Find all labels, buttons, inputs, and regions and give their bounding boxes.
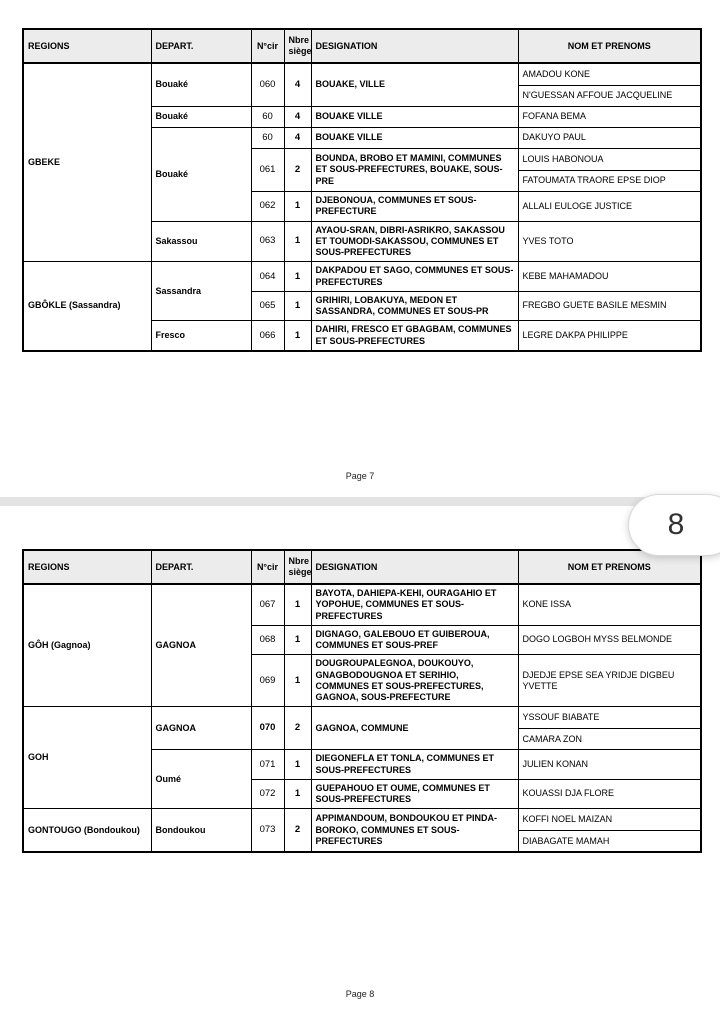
seats-count-cell: 1 <box>284 655 311 707</box>
table-row <box>23 809 701 853</box>
region-cell: GBEKE <box>23 63 151 262</box>
names-cell <box>518 750 701 780</box>
designation-cell: BAYOTA, DAHIEPA-KEHI, OURAGAHIO ET YOPOHUE, COMMUNES ET SOUS-PREFECTURES <box>311 584 518 625</box>
dept-cell: Fresco <box>151 321 251 351</box>
designation-cell: DOUGROUPALEGNOA, DOUKOUYO, GNAGBODOUGNOA ET SERIHIO, COMMUNES ET SOUS-PREFECTURES, GAGNOA, SOUS-PREFECTURE <box>311 655 518 707</box>
seats-count-cell: 1 <box>284 584 311 625</box>
names-cell <box>518 192 701 222</box>
seats-count-cell: 1 <box>284 291 311 321</box>
names-cell <box>518 128 701 149</box>
designation-cell: DIEGONEFLA ET TONLA, COMMUNES ET SOUS-PREFECTURES <box>311 750 518 780</box>
designation-cell: DJEBONOUA, COMMUNES ET SOUS-PREFECTURE <box>311 192 518 222</box>
seats-count-cell: 1 <box>284 321 311 351</box>
names-cell <box>518 149 701 192</box>
page-8-footer: Page 8 <box>345 989 375 999</box>
designation-cell: APPIMANDOUM, BONDOUKOU ET PINDA-BOROKO, COMMUNES ET SOUS-PREFECTURES <box>311 809 518 853</box>
table-row <box>23 262 701 292</box>
table-row <box>23 707 701 750</box>
names-cell <box>518 321 701 351</box>
seats-count-cell: 4 <box>284 128 311 149</box>
table-header-row <box>23 29 701 63</box>
results-table-page8 <box>22 549 702 853</box>
column-header: DEPART. <box>151 550 251 584</box>
circ-number-cell: 071 <box>251 750 284 780</box>
column-header: NOM ET PRENOMS <box>518 550 701 584</box>
designation-cell: BOUAKE VILLE <box>311 107 518 128</box>
column-header: DESIGNATION <box>311 550 518 584</box>
circ-number-cell: 068 <box>251 625 284 655</box>
name-line: KEBE MAHAMADOU <box>522 270 609 281</box>
name-line: KONE ISSA <box>522 599 572 610</box>
page-separator <box>0 497 720 506</box>
name-line: FREGBO GUETE BASILE MESMIN <box>522 300 667 311</box>
column-header: REGIONS <box>23 29 151 63</box>
dept-cell: GAGNOA <box>151 584 251 707</box>
names-cell <box>518 779 701 809</box>
designation-cell: GRIHIRI, LOBAKUYA, MEDON ET SASSANDRA, COMMUNES ET SOUS-PR <box>311 291 518 321</box>
dept-cell: Bondoukou <box>151 809 251 853</box>
region-cell: GONTOUGO (Bondoukou) <box>23 809 151 853</box>
designation-cell: DAKPADOU ET SAGO, COMMUNES ET SOUS-PREFECTURES <box>311 262 518 292</box>
name-line: DOGO LOGBOH MYSS BELMONDE <box>522 634 673 645</box>
name-line: FATOUMATA TRAORE EPSE DIOP <box>519 170 701 191</box>
name-line: LOUIS HABONOUA <box>522 153 604 164</box>
circ-number-cell: 062 <box>251 192 284 222</box>
dept-cell: GAGNOA <box>151 707 251 750</box>
designation-cell: GUEPAHOUO ET OUME, COMMUNES ET SOUS-PREFECTURES <box>311 779 518 809</box>
circ-number-cell: 067 <box>251 584 284 625</box>
names-cell <box>518 584 701 625</box>
seats-count-cell: 1 <box>284 779 311 809</box>
circ-number-cell: 065 <box>251 291 284 321</box>
dept-cell: Sakassou <box>151 221 251 262</box>
seats-count-cell: 1 <box>284 262 311 292</box>
name-line: DAKUYO PAUL <box>522 132 586 143</box>
designation-cell: BOUAKE VILLE <box>311 128 518 149</box>
seats-count-cell: 2 <box>284 809 311 853</box>
circ-number-cell: 60 <box>251 107 284 128</box>
region-cell: GOH <box>23 707 151 809</box>
name-line: FOFANA BEMA <box>522 111 587 122</box>
name-line: YSSOUF BIABATE <box>522 712 600 723</box>
column-header: N°cir <box>251 550 284 584</box>
circ-number-cell: 072 <box>251 779 284 809</box>
designation-cell: AYAOU-SRAN, DIBRI-ASRIKRO, SAKASSOU ET TOUMODI-SAKASSOU, COMMUNES ET SOUS-PREFECTURES <box>311 221 518 262</box>
circ-number-cell: 60 <box>251 128 284 149</box>
seats-count-cell: 2 <box>284 149 311 192</box>
names-cell <box>518 809 701 853</box>
name-line: DJEDJE EPSE SEA YRIDJE DIGBEU YVETTE <box>522 669 675 691</box>
designation-cell: BOUAKE, VILLE <box>311 63 518 107</box>
table-row <box>23 584 701 625</box>
name-line: AMADOU KONE <box>522 68 591 79</box>
names-cell <box>518 63 701 107</box>
seats-count-cell: 4 <box>284 107 311 128</box>
names-cell <box>518 655 701 707</box>
table-header-row <box>23 550 701 584</box>
name-line: N'GUESSAN AFFOUE JACQUELINE <box>519 85 701 106</box>
seats-count-cell: 1 <box>284 750 311 780</box>
designation-cell: BOUNDA, BROBO ET MAMINI, COMMUNES ET SOUS-PREFECTURES, BOUAKE, SOUS-PRE <box>311 149 518 192</box>
pdf-page-8 <box>22 549 700 853</box>
column-header: N°cir <box>251 29 284 63</box>
column-header: REGIONS <box>23 550 151 584</box>
circ-number-cell: 063 <box>251 221 284 262</box>
column-header: DEPART. <box>151 29 251 63</box>
results-table-page7 <box>22 28 702 352</box>
circ-number-cell: 073 <box>251 809 284 853</box>
designation-cell: DIGNAGO, GALEBOUO ET GUIBEROUA, COMMUNES ET SOUS-PREF <box>311 625 518 655</box>
circ-number-cell: 060 <box>251 63 284 107</box>
seats-count-cell: 4 <box>284 63 311 107</box>
name-line: KOUASSI DJA FLORE <box>522 788 615 799</box>
circ-number-cell: 069 <box>251 655 284 707</box>
seats-count-cell: 1 <box>284 221 311 262</box>
dept-cell: Bouaké <box>151 63 251 107</box>
circ-number-cell: 070 <box>251 707 284 750</box>
dept-cell: Sassandra <box>151 262 251 321</box>
seats-count-cell: 2 <box>284 707 311 750</box>
name-line: KOFFI NOEL MAIZAN <box>522 814 613 825</box>
names-cell <box>518 625 701 655</box>
name-line: ALLALI EULOGE JUSTICE <box>522 200 633 211</box>
page-number-value: 8 <box>667 508 685 541</box>
name-line: YVES TOTO <box>522 235 574 246</box>
page-7-footer: Page 7 <box>345 471 375 481</box>
column-header: Nbre siège <box>284 550 311 584</box>
names-cell <box>518 107 701 128</box>
column-header: DESIGNATION <box>311 29 518 63</box>
column-header: Nbre siège <box>284 29 311 63</box>
dept-cell: Oumé <box>151 750 251 809</box>
names-cell <box>518 262 701 292</box>
table-row <box>23 63 701 107</box>
seats-count-cell: 1 <box>284 192 311 222</box>
name-line: CAMARA ZON <box>519 728 701 749</box>
circ-number-cell: 064 <box>251 262 284 292</box>
names-cell <box>518 291 701 321</box>
designation-cell: GAGNOA, COMMUNE <box>311 707 518 750</box>
names-cell <box>518 707 701 750</box>
region-cell: GBÔKLE (Sassandra) <box>23 262 151 351</box>
circ-number-cell: 061 <box>251 149 284 192</box>
region-cell: GÔH (Gagnoa) <box>23 584 151 707</box>
column-header: NOM ET PRENOMS <box>518 29 701 63</box>
name-line: LEGRE DAKPA PHILIPPE <box>522 329 628 340</box>
name-line: JULIEN KONAN <box>522 758 589 769</box>
page-number-indicator <box>628 494 720 556</box>
dept-cell: Bouaké <box>151 128 251 222</box>
dept-cell: Bouaké <box>151 107 251 128</box>
names-cell <box>518 221 701 262</box>
designation-cell: DAHIRI, FRESCO ET GBAGBAM, COMMUNES ET SOUS-PREFECTURES <box>311 321 518 351</box>
seats-count-cell: 1 <box>284 625 311 655</box>
circ-number-cell: 066 <box>251 321 284 351</box>
name-line: DIABAGATE MAMAH <box>519 830 701 851</box>
pdf-page-7 <box>22 28 700 352</box>
